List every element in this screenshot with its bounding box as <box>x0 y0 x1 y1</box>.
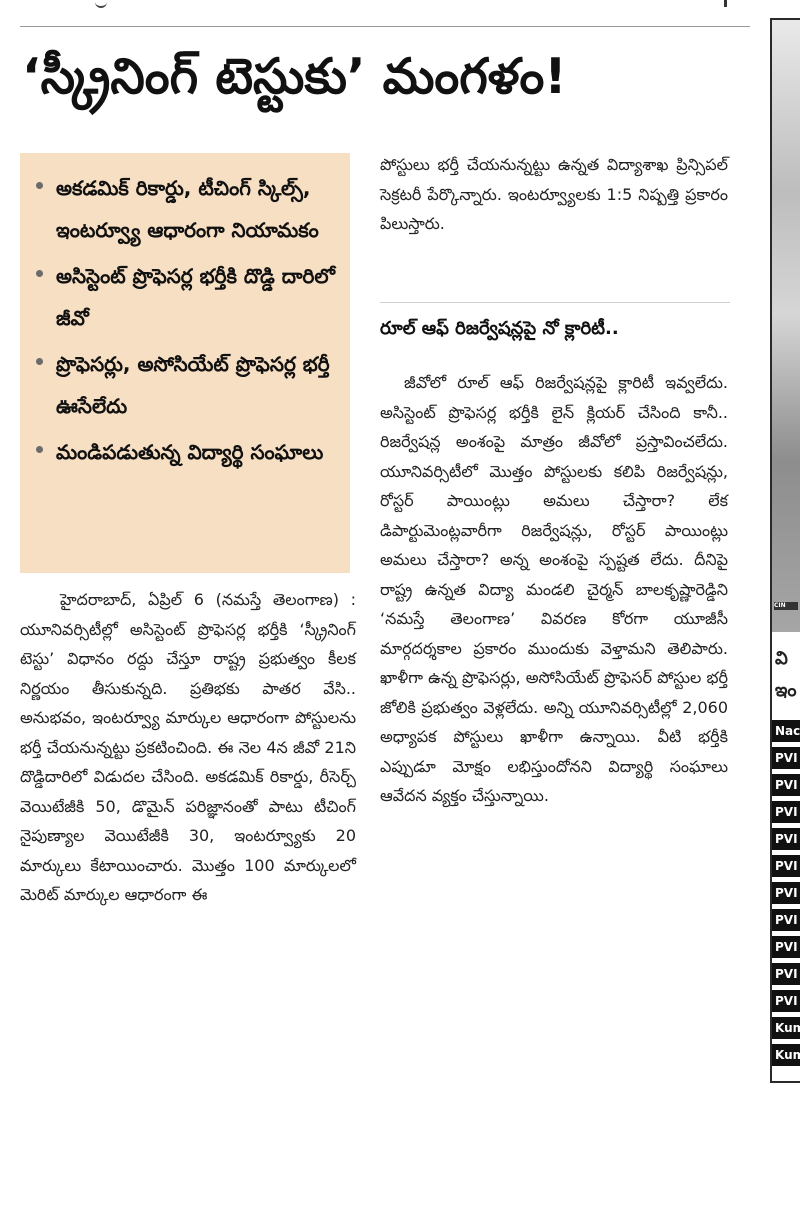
highlight-text: ప్రొఫెసర్లు, అసోసియేట్ ప్రొఫెసర్ల భర్తీ ఊసేలేదు <box>56 352 330 418</box>
ad-listing-row: PVI <box>772 828 800 850</box>
ad-listing-row: Kum <box>772 1044 800 1066</box>
highlight-item <box>34 343 342 427</box>
page-fragment-mark <box>95 0 107 8</box>
ad-listing-row: PVI <box>772 801 800 823</box>
ad-listing-row: Kum <box>772 1017 800 1039</box>
ad-listing-row: PVI <box>772 882 800 904</box>
ad-listing-row: Nac <box>772 720 800 742</box>
page-fragment-mark <box>724 0 727 7</box>
ad-listing <box>772 720 805 1071</box>
ad-listing-row: PVI <box>772 909 800 931</box>
ad-listing-row: PVI <box>772 963 800 985</box>
bullet-icon <box>36 182 43 189</box>
ad-listing-row: PVI <box>772 855 800 877</box>
highlight-item <box>34 431 342 473</box>
ad-listing-row: PVI <box>772 936 800 958</box>
body-paragraph-reservations: జీవోలో రూల్ ఆఫ్ రిజర్వేషన్లపై క్లారిటీ ఇవ్వలేదు. అసిస్టెంట్ ప్రొఫెసర్ల భర్తీకి లైన్ క్లియర్ చేసింది కానీ.. రిజర్వేషన్ల అంశంపై మాత్రం జీవోలో ప్రస్తావించలేదు. యూనివర్సిటీలో మొత్తం పోస్టులకు కలిపి రిజర్వేషన్లు, రోస్టర్ పాయింట్లు అమలు చేస్తారా? లేక డిపార్టుమెంట్లవారీగా రిజర్వేషన్లు, రోస్టర్ పాయింట్లు అమలు చేస్తారా? అన్న అంశంపై స్పష్టత లేదు. దీనిపై రాష్ట్ర ఉన్నత విద్యా మండలి చైర్మన్ బాలకృష్ణారెడ్డిని ‘నమస్తే తెలంగాణ’ వివరణ కోరగా యూజీసీ మార్గదర్శకాల ప్రకారం ముందుకు వెళ్తామని తెలిపారు. ఖాళీగా ఉన్న ప్రొఫెసర్లు, అసోసియేట్ ప్రొఫెసర్ పోస్టుల భర్తీ జోలికి ప్రభుత్వం వెళ్లలేదు. అన్ని యూనివర్సిటీల్లో 2,060 అధ్యాపక పోస్టులు ఖాళీగా ఉన్నాయి. వీటి భర్తీకి ఎప్పుడూ మోక్షం లభిస్తుందోనని విద్యార్థి సంఘాలు ఆవేదన వ్యక్తం చేస్తున్నాయి. <box>380 373 728 805</box>
headline: ‘స్క్రీనింగ్ టెస్టుకు’ మంగళం! <box>22 48 567 105</box>
bullet-icon <box>36 270 43 277</box>
ad-text-line: వి <box>775 648 788 669</box>
section-divider <box>380 302 730 303</box>
ad-listing-row: PVI <box>772 747 800 769</box>
body-paragraph-continued: పోస్టులు భర్తీ చేయనున్నట్టు ఉన్నత విద్యాశాఖ ప్రిన్సిపల్ సెక్రటరీ పేర్కొన్నారు. ఇంటర్వ్యూలకు 1:5 నిష్పత్తి ప్రకారం పిలుస్తారు. <box>380 155 728 233</box>
highlight-item <box>34 167 342 251</box>
ad-photo-caption: CIN <box>774 602 798 610</box>
highlights-box <box>20 153 350 573</box>
highlight-text: అసిస్టెంట్ ప్రొఫెసర్ల భర్తీకి దొడ్డి దారిలో జీవో <box>56 264 335 330</box>
highlight-text: అకడమిక్ రికార్డు, టీచింగ్ స్కిల్స్, ఇంటర్వ్యూ ఆధారంగా నియామకం <box>56 176 319 242</box>
top-rule <box>20 26 750 27</box>
ad-listing-row: PVI <box>772 774 800 796</box>
adjacent-ad-column <box>770 18 805 1083</box>
subheading: రూల్ ఆఫ్ రిజర్వేషన్లపై నో క్లారిటీ.. <box>380 318 619 339</box>
bullet-icon <box>36 358 43 365</box>
highlight-text: మండిపడుతున్న విద్యార్థి సంఘాలు <box>56 440 324 464</box>
ad-photo <box>772 20 800 632</box>
ad-text-line: ఇం <box>775 680 797 701</box>
body-paragraph-intro: హైదరాబాద్, ఏప్రిల్ 6 (నమస్తే తెలంగాణ) : యూనివర్సిటీల్లో అసిస్టెంట్ ప్రొఫెసర్ల భర్తీకి ‘స్క్రీనింగ్ టెస్టు’ విధానం రద్దు చేస్తూ రాష్ట్ర ప్రభుత్వం కీలక నిర్ణయం తీసుకున్నది. ప్రతిభకు పాతర వేసి.. అనుభవం, ఇంటర్వ్యూ మార్కుల ఆధారంగా పోస్టులను భర్తీ చేయనున్నట్టు ప్రకటించింది. ఈ నెల 4న జీవో 21ని దొడ్డిదారిలో విడుదల చేసింది. అకడమిక్ రికార్డు, రీసెర్చ్ వెయిటేజీకి 50, డొమైన్ పరిజ్ఞానంతో పాటు టీచింగ్ నైపుణ్యాల వెయిటేజీకి 30, ఇంటర్వ్యూకు 20 మార్కులు కేటాయించారు. మొత్తం 100 మార్కులలో మెరిట్ మార్కుల ఆధారంగా ఈ <box>20 590 356 904</box>
highlight-item <box>34 255 342 339</box>
ad-listing-row: PVI <box>772 990 800 1012</box>
bullet-icon <box>36 446 43 453</box>
